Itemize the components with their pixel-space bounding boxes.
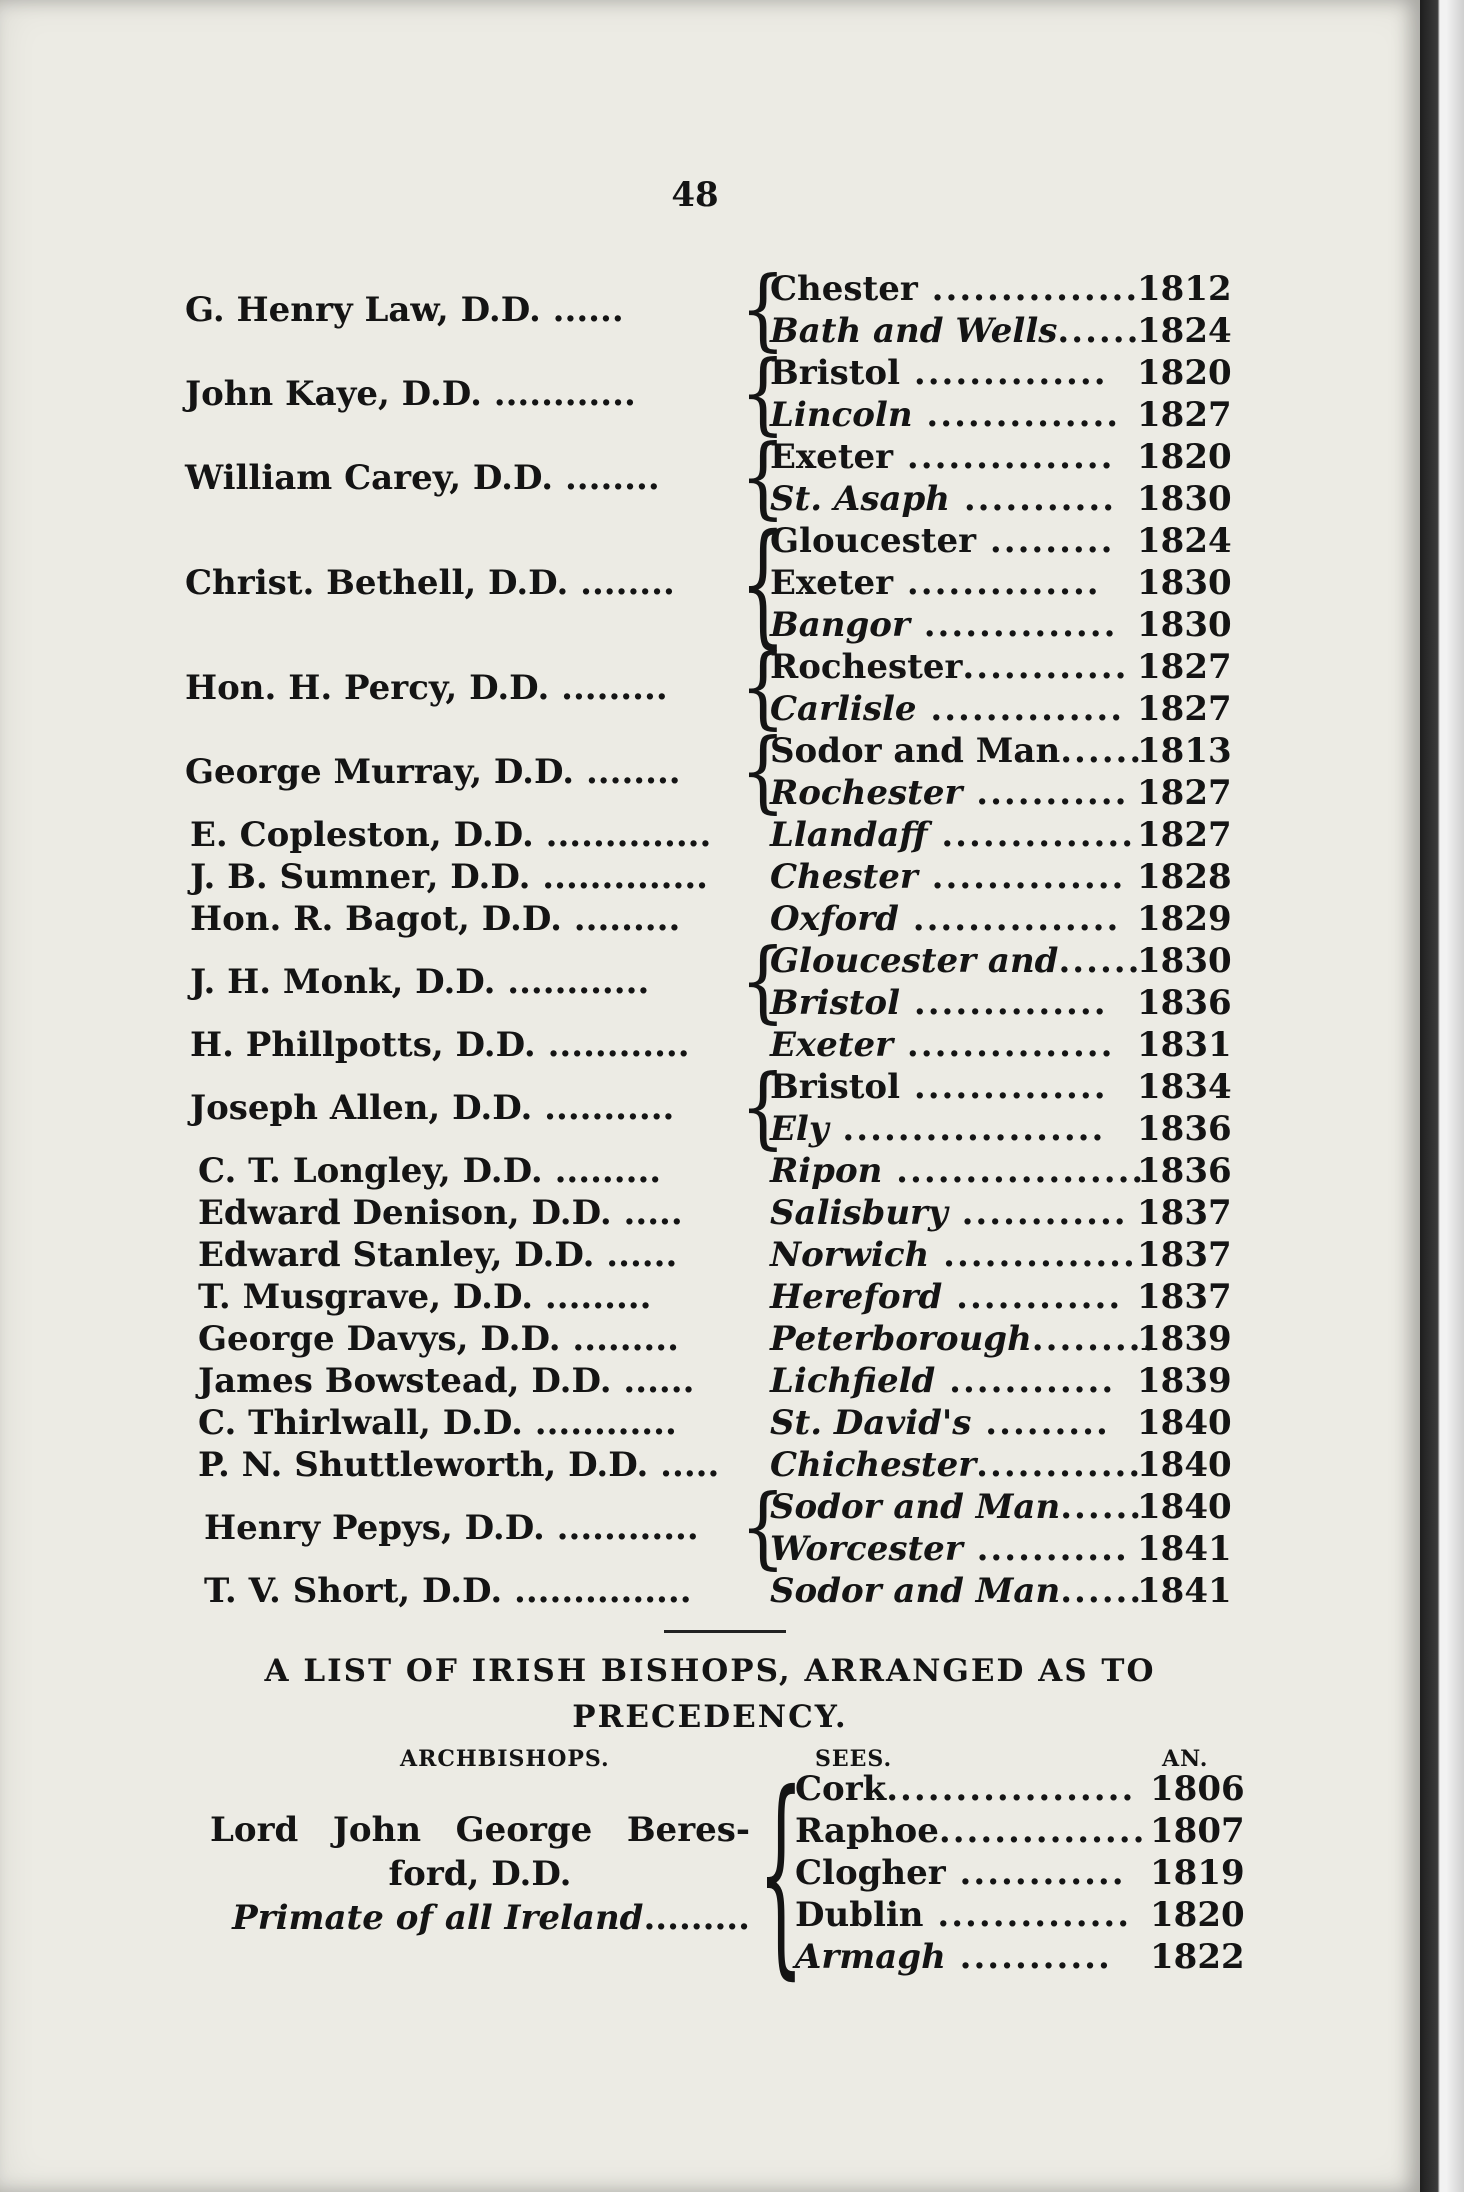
leader-dots: ......... <box>976 521 1115 561</box>
see-cell <box>770 1486 1144 1528</box>
primate-see-year: 1806 <box>1150 1769 1245 1809</box>
brace-glyph: { <box>740 504 786 662</box>
leader-dots: ............... <box>893 437 1115 477</box>
leader-dots: ............ <box>942 1277 1123 1317</box>
see-row <box>0 394 1420 436</box>
page-number: 48 <box>671 175 719 215</box>
see-year: 1836 <box>1137 1109 1232 1149</box>
see-name: Bristol <box>770 1067 901 1107</box>
see-row <box>0 1066 1420 1108</box>
leader-dots: .............. <box>912 395 1121 435</box>
primate-brace-glyph: { <box>758 1746 804 1998</box>
see-row <box>0 1234 1420 1276</box>
leader-dots: .............. <box>923 1895 1132 1935</box>
see-row <box>0 604 1420 646</box>
see-cell <box>770 1234 1137 1276</box>
leader-dots: .............. <box>893 563 1101 603</box>
see-name: Gloucester and <box>770 941 1059 981</box>
see-year: 1830 <box>1137 605 1232 645</box>
section-divider <box>664 1630 786 1633</box>
primate-title-dots: ......... <box>643 1898 750 1938</box>
see-year: 1812 <box>1137 269 1232 309</box>
see-cell <box>770 1444 1143 1486</box>
see-row <box>0 310 1420 352</box>
see-name: Bristol <box>770 353 901 393</box>
see-name: Hereford <box>770 1277 943 1317</box>
column-head-archbishops: ARCHBISHOPS. <box>400 1746 610 1772</box>
see-row <box>0 898 1420 940</box>
leader-dots: ...... <box>1057 311 1141 351</box>
primate-see-year: 1820 <box>1150 1895 1245 1935</box>
leader-dots: .............. <box>900 1067 1108 1107</box>
leader-dots: ............ <box>945 1853 1126 1893</box>
brace-glyph: { <box>740 1474 786 1579</box>
see-cell <box>770 310 1141 352</box>
see-year: 1836 <box>1137 1151 1232 1191</box>
see-row <box>0 730 1420 772</box>
see-row <box>0 436 1420 478</box>
see-cell <box>770 1318 1157 1360</box>
see-year: 1836 <box>1137 983 1232 1023</box>
see-year: 1839 <box>1137 1361 1232 1401</box>
leader-dots: ............ <box>935 1361 1116 1401</box>
see-row <box>0 1444 1420 1486</box>
see-name: Exeter <box>770 437 894 477</box>
primate-see-row <box>0 1810 1420 1852</box>
see-row <box>0 814 1420 856</box>
see-name: Sodor and Man <box>770 1571 1061 1611</box>
see-row <box>0 1024 1420 1066</box>
primate-see-row <box>0 1936 1420 1978</box>
bishop-name: William Carey, D.D. ........ <box>185 458 660 498</box>
brace-glyph: { <box>740 718 786 823</box>
see-row <box>0 856 1420 898</box>
see-row <box>0 1318 1420 1360</box>
leader-dots: ........... <box>949 479 1117 519</box>
see-row <box>0 1150 1420 1192</box>
leader-dots: ............... <box>898 899 1121 939</box>
primate-name-line1: Lord John George Beres- <box>210 1810 750 1850</box>
column-head-sees: SEES. <box>815 1746 893 1772</box>
leader-dots: ............... <box>893 1025 1115 1065</box>
see-cell <box>770 394 1130 436</box>
leader-dots: ......... <box>1031 1319 1157 1359</box>
see-year: 1841 <box>1137 1529 1232 1569</box>
leader-dots: ................... <box>828 1109 1106 1149</box>
brace-glyph: { <box>740 928 786 1033</box>
see-name: Chester <box>770 857 918 897</box>
leader-dots: .............. <box>917 857 1126 897</box>
bishop-name: H. Phillpotts, D.D. ............ <box>190 1025 690 1065</box>
primate-see-row <box>0 1894 1420 1936</box>
see-cell <box>770 940 1142 982</box>
leader-dots: .............. <box>900 983 1108 1023</box>
leader-dots: ............ <box>976 1445 1143 1485</box>
leader-dots: .............. <box>927 815 1136 855</box>
see-name: Peterborough <box>770 1319 1032 1359</box>
see-row <box>0 1402 1420 1444</box>
primate-see-cell <box>795 1894 1145 1936</box>
see-name: Bristol <box>770 983 901 1023</box>
see-name: Norwich <box>770 1235 930 1275</box>
see-cell <box>770 1192 1130 1234</box>
brace-glyph: { <box>740 340 786 445</box>
see-year: 1840 <box>1137 1487 1232 1527</box>
see-year: 1827 <box>1137 395 1232 435</box>
primate-name-line2: ford, D.D. <box>388 1854 572 1894</box>
see-name: Bangor <box>770 605 910 645</box>
see-year: 1820 <box>1137 353 1232 393</box>
see-name: Rochester <box>770 773 963 813</box>
primate-see-cell <box>795 1810 1145 1852</box>
brace-glyph: { <box>740 424 786 529</box>
leader-dots: .............. <box>916 689 1125 729</box>
primate-see-cell <box>795 1936 1145 1978</box>
see-year: 1813 <box>1137 731 1232 771</box>
see-cell <box>770 436 1130 478</box>
bishop-name: Christ. Bethell, D.D. ........ <box>185 563 675 603</box>
bishop-name: George Davys, D.D. ......... <box>198 1319 679 1359</box>
leader-dots: .............. <box>900 353 1108 393</box>
see-year: 1834 <box>1137 1067 1232 1107</box>
see-row <box>0 1486 1420 1528</box>
see-year: 1840 <box>1137 1445 1232 1485</box>
primate-see-row <box>0 1768 1420 1810</box>
see-cell <box>770 1024 1130 1066</box>
leader-dots: .................. <box>886 1769 1136 1809</box>
see-name: Ripon <box>770 1151 883 1191</box>
see-row <box>0 688 1420 730</box>
bishop-name: Joseph Allen, D.D. ........... <box>190 1088 675 1128</box>
see-row <box>0 982 1420 1024</box>
leader-dots: ...... <box>1060 731 1144 771</box>
see-cell <box>770 1108 1130 1150</box>
see-row <box>0 1108 1420 1150</box>
bishop-name: G. Henry Law, D.D. ...... <box>185 290 624 330</box>
see-year: 1827 <box>1137 647 1232 687</box>
bishop-name: John Kaye, D.D. ............ <box>185 374 636 414</box>
primate-see-name: Armagh <box>795 1937 946 1977</box>
see-name: Sodor and Man <box>770 731 1061 771</box>
see-year: 1830 <box>1137 479 1232 519</box>
bishop-name: C. T. Longley, D.D. ......... <box>198 1151 662 1191</box>
see-name: Chester <box>770 269 918 309</box>
leader-dots: ............ <box>962 647 1129 687</box>
see-name: Rochester <box>770 647 963 687</box>
see-name: St. David's <box>770 1403 972 1443</box>
see-year: 1827 <box>1137 773 1232 813</box>
primate-see-name: Clogher <box>795 1853 946 1893</box>
primate-title-text: Primate of all Ireland <box>232 1898 644 1938</box>
see-row <box>0 1360 1420 1402</box>
see-cell <box>770 772 1130 814</box>
primate-see-name: Raphoe <box>795 1811 939 1851</box>
leader-dots: ........... <box>945 1937 1112 1977</box>
see-cell <box>770 562 1130 604</box>
see-cell <box>770 1066 1130 1108</box>
see-cell <box>770 1528 1130 1570</box>
see-year: 1824 <box>1137 521 1232 561</box>
see-cell <box>770 1276 1130 1318</box>
see-row <box>0 520 1420 562</box>
see-year: 1837 <box>1137 1193 1232 1233</box>
irish-title-line1: A LIST OF IRISH BISHOPS, ARRANGED AS TO <box>264 1653 1156 1689</box>
see-cell <box>770 520 1130 562</box>
column-head-an: AN. <box>1162 1746 1209 1772</box>
leader-dots: .............. <box>909 605 1118 645</box>
see-cell <box>770 352 1130 394</box>
see-year: 1837 <box>1137 1277 1232 1317</box>
see-cell <box>770 1150 1146 1192</box>
leader-dots: ........... <box>962 1529 1129 1569</box>
bishop-name: T. V. Short, D.D. ............... <box>204 1571 692 1611</box>
see-row <box>0 268 1420 310</box>
leader-dots: .............. <box>929 1235 1137 1275</box>
leader-dots: ............... <box>938 1811 1147 1851</box>
see-row <box>0 1528 1420 1570</box>
primate-see-cell <box>795 1768 1145 1810</box>
see-cell <box>770 604 1130 646</box>
see-cell <box>770 856 1130 898</box>
see-name: Lichfield <box>770 1361 936 1401</box>
see-cell <box>770 982 1130 1024</box>
see-cell <box>770 478 1130 520</box>
see-year: 1830 <box>1137 941 1232 981</box>
irish-title-line2: PRECEDENCY. <box>572 1699 848 1735</box>
see-cell <box>770 688 1130 730</box>
primate-see-name: Dublin <box>795 1895 924 1935</box>
bishop-name: E. Copleston, D.D. .............. <box>190 815 712 855</box>
see-row <box>0 646 1420 688</box>
see-year: 1841 <box>1137 1571 1232 1611</box>
see-year: 1830 <box>1137 563 1232 603</box>
see-cell <box>770 268 1140 310</box>
see-year: 1837 <box>1137 1235 1232 1275</box>
leader-dots: .................. <box>882 1151 1146 1191</box>
bishop-name: P. N. Shuttleworth, D.D. ..... <box>198 1445 720 1485</box>
see-year: 1829 <box>1137 899 1232 939</box>
see-year: 1820 <box>1137 437 1232 477</box>
see-cell <box>770 814 1136 856</box>
see-year: 1839 <box>1137 1319 1232 1359</box>
bishop-name: George Murray, D.D. ........ <box>185 752 681 792</box>
bishop-name: James Bowstead, D.D. ...... <box>198 1361 695 1401</box>
see-row <box>0 772 1420 814</box>
see-row <box>0 352 1420 394</box>
primate-see-cell <box>795 1852 1145 1894</box>
see-name: Worcester <box>770 1529 963 1569</box>
leader-dots: ............... <box>917 269 1140 309</box>
primate-see-row <box>0 1852 1420 1894</box>
see-name: Lincoln <box>770 395 913 435</box>
brace-glyph: { <box>740 634 786 739</box>
bishop-name: Hon. H. Percy, D.D. ......... <box>185 668 668 708</box>
leader-dots: ............ <box>947 1193 1128 1233</box>
bishop-name: J. B. Sumner, D.D. .............. <box>190 857 709 897</box>
bishop-name: Edward Denison, D.D. ..... <box>198 1193 683 1233</box>
see-cell <box>770 1570 1144 1612</box>
brace-glyph: { <box>740 1054 786 1159</box>
see-year: 1828 <box>1137 857 1232 897</box>
see-name: Salisbury <box>770 1193 948 1233</box>
see-year: 1831 <box>1137 1025 1232 1065</box>
leader-dots: ........... <box>962 773 1129 813</box>
leader-dots: ......... <box>971 1403 1110 1443</box>
see-name: Oxford <box>770 899 899 939</box>
see-row <box>0 1570 1420 1612</box>
bishop-name: J. H. Monk, D.D. ............ <box>190 962 650 1002</box>
see-name: Exeter <box>770 563 894 603</box>
primate-see-year: 1807 <box>1150 1811 1245 1851</box>
see-cell <box>770 646 1130 688</box>
see-year: 1827 <box>1137 689 1232 729</box>
leader-dots: ...... <box>1058 941 1142 981</box>
primate-see-year: 1822 <box>1150 1937 1245 1977</box>
see-name: Exeter <box>770 1025 894 1065</box>
brace-glyph: { <box>740 256 786 361</box>
see-year: 1840 <box>1137 1403 1232 1443</box>
see-year: 1824 <box>1137 311 1232 351</box>
see-row <box>0 940 1420 982</box>
see-row <box>0 1192 1420 1234</box>
irish-bishops-title <box>0 1648 1420 1740</box>
bishop-name: Henry Pepys, D.D. ............ <box>204 1508 699 1548</box>
see-name: St. Asaph <box>770 479 950 519</box>
see-name: Carlisle <box>770 689 917 729</box>
leader-dots: ...... <box>1060 1487 1144 1527</box>
see-row <box>0 1276 1420 1318</box>
book-gutter-edge <box>1420 0 1464 2192</box>
see-cell <box>770 1360 1130 1402</box>
see-name: Llandaff <box>770 815 928 855</box>
bishop-name: C. Thirlwall, D.D. ............ <box>198 1403 677 1443</box>
see-cell <box>770 730 1144 772</box>
see-name: Gloucester <box>770 521 977 561</box>
see-cell <box>770 898 1130 940</box>
see-row <box>0 562 1420 604</box>
see-cell <box>770 1402 1130 1444</box>
bishop-name: Hon. R. Bagot, D.D. ......... <box>190 899 681 939</box>
primate-see-name: Cork <box>795 1769 887 1809</box>
see-name: Bath and Wells <box>770 311 1058 351</box>
see-name: Chichester <box>770 1445 977 1485</box>
see-year: 1827 <box>1137 815 1232 855</box>
see-name: Sodor and Man <box>770 1487 1061 1527</box>
see-row <box>0 478 1420 520</box>
leader-dots: ...... <box>1060 1571 1144 1611</box>
primate-see-year: 1819 <box>1150 1853 1245 1893</box>
see-name: Ely <box>770 1109 829 1149</box>
bishop-name: T. Musgrave, D.D. ......... <box>198 1277 652 1317</box>
bishop-name: Edward Stanley, D.D. ...... <box>198 1235 678 1275</box>
